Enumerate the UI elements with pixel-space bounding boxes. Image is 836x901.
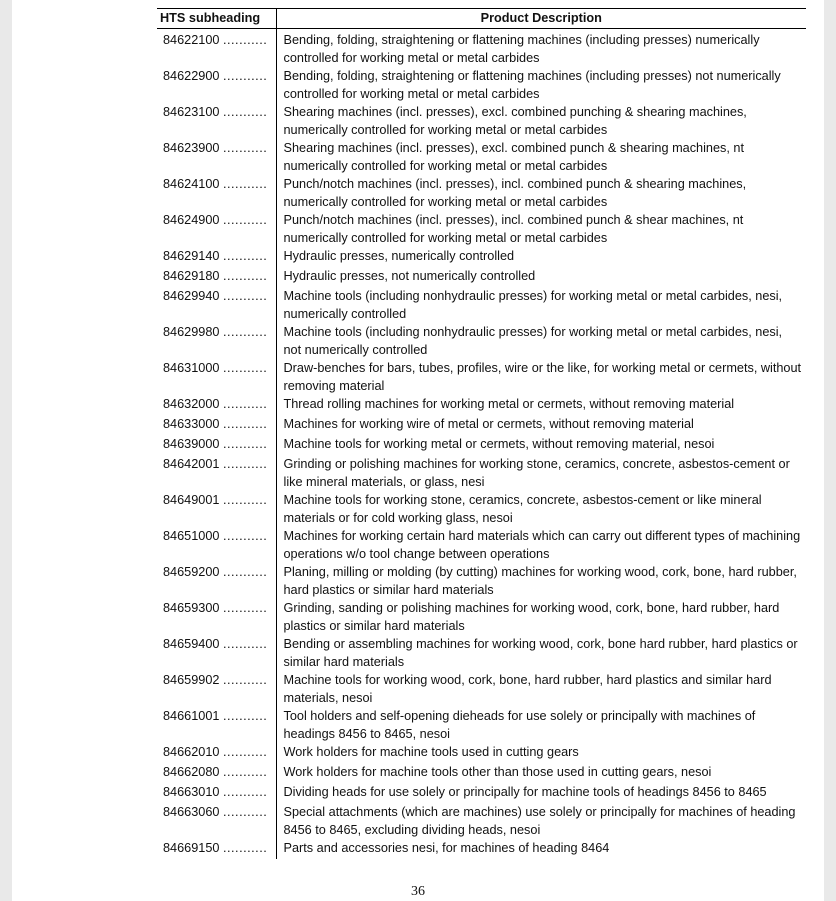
description-cell: Machines for working certain hard materials which can carry out different types of machining operations w/o tool change between operations — [283, 529, 801, 561]
dot-leader: ........... — [222, 289, 268, 303]
table-row — [157, 211, 806, 247]
hts-code-cell — [157, 323, 276, 359]
hts-code: 84624900 — [163, 213, 220, 227]
table-row — [157, 671, 806, 707]
hts-code: 84651000 — [163, 529, 220, 543]
hts-code: 84661001 — [163, 709, 220, 723]
header-hts-subheading: HTS subheading — [157, 9, 276, 29]
description-cell: Bending, folding, straightening or flattening machines (including presses) numerically controlled for working metal or metal carbides — [283, 33, 760, 65]
table-row — [157, 743, 806, 763]
dot-leader: ........... — [222, 745, 268, 759]
hts-code: 84629140 — [163, 249, 220, 263]
table-row — [157, 287, 806, 323]
description-cell: Work holders for machine tools other than those used in cutting gears, nesoi — [283, 765, 712, 779]
hts-code-cell — [157, 139, 276, 175]
hts-code-cell — [157, 671, 276, 707]
table-row — [157, 707, 806, 743]
dot-leader: ........... — [222, 417, 268, 431]
dot-leader: ........... — [222, 105, 268, 119]
description-cell: Grinding, sanding or polishing machines for working wood, cork, bone, hard rubber, hard plastics or similar hard materials — [283, 601, 780, 633]
hts-code: 84663010 — [163, 785, 220, 799]
table-row — [157, 763, 806, 783]
hts-code-cell — [157, 707, 276, 743]
hts-code-cell — [157, 491, 276, 527]
table-row — [157, 139, 806, 175]
table-row — [157, 527, 806, 563]
hts-code: 84659902 — [163, 673, 220, 687]
table-header — [157, 9, 806, 29]
dot-leader: ........... — [222, 529, 268, 543]
table-row — [157, 323, 806, 359]
table-row — [157, 599, 806, 635]
table-row — [157, 103, 806, 139]
hts-code-cell — [157, 29, 276, 68]
description-cell: Machine tools for working metal or cermets, without removing material, nesoi — [283, 437, 715, 451]
hts-code-cell — [157, 563, 276, 599]
dot-leader: ........... — [222, 69, 268, 83]
description-cell: Grinding or polishing machines for working stone, ceramics, concrete, asbestos-cement or like mineral materials, or glass, nesi — [283, 457, 790, 489]
table-row — [157, 803, 806, 839]
hts-code: 84624100 — [163, 177, 220, 191]
dot-leader: ........... — [222, 33, 268, 47]
dot-leader: ........... — [222, 637, 268, 651]
description-cell: Shearing machines (incl. presses), excl. combined punch & shearing machines, nt numerically controlled for working metal or metal carbides — [283, 141, 745, 173]
header-product-description: Product Description — [276, 9, 806, 29]
hts-code-cell — [157, 67, 276, 103]
hts-code: 84663060 — [163, 805, 220, 819]
hts-code: 84659300 — [163, 601, 220, 615]
table-row — [157, 359, 806, 395]
hts-code-cell — [157, 359, 276, 395]
dot-leader: ........... — [222, 457, 268, 471]
dot-leader: ........... — [222, 177, 268, 191]
description-cell: Dividing heads for use solely or principally for machine tools of headings 8456 to 8465 — [283, 785, 767, 799]
dot-leader: ........... — [222, 249, 268, 263]
table-body — [157, 29, 806, 860]
hts-code: 84622900 — [163, 69, 220, 83]
dot-leader: ........... — [222, 785, 268, 799]
hts-code-cell — [157, 287, 276, 323]
description-cell: Punch/notch machines (incl. presses), incl. combined punch & shearing machines, numerically controlled for working metal or metal carbides — [283, 177, 747, 209]
dot-leader: ........... — [222, 141, 268, 155]
hts-code-cell — [157, 175, 276, 211]
hts-code-cell — [157, 211, 276, 247]
table-row — [157, 635, 806, 671]
hts-code: 84629940 — [163, 289, 220, 303]
hts-code: 84642001 — [163, 457, 220, 471]
table-row — [157, 67, 806, 103]
description-cell: Draw-benches for bars, tubes, profiles, wire or the like, for working metal or cermets, without removing material — [283, 361, 802, 393]
table-row — [157, 395, 806, 415]
hts-code: 84632000 — [163, 397, 220, 411]
description-cell: Hydraulic presses, numerically controlled — [283, 249, 515, 263]
description-cell: Parts and accessories nesi, for machines of heading 8464 — [283, 841, 610, 855]
dot-leader: ........... — [222, 437, 268, 451]
page-number: 36 — [411, 884, 425, 899]
hts-table-container — [157, 8, 806, 859]
dot-leader: ........... — [222, 709, 268, 723]
hts-code: 84629180 — [163, 269, 220, 283]
hts-code: 84662080 — [163, 765, 220, 779]
description-cell: Shearing machines (incl. presses), excl. combined punching & shearing machines, numerically controlled for working metal or metal carbides — [283, 105, 747, 137]
description-cell: Special attachments (which are machines) use solely or principally for machines of heading 8456 to 8465, excluding dividing heads, nesoi — [283, 805, 796, 837]
hts-code-cell — [157, 527, 276, 563]
hts-code: 84623100 — [163, 105, 220, 119]
description-cell: Machine tools (including nonhydraulic presses) for working metal or metal carbides, nesi, not numerically controlled — [283, 325, 783, 357]
hts-code: 84623900 — [163, 141, 220, 155]
hts-code: 84649001 — [163, 493, 220, 507]
hts-code: 84662010 — [163, 745, 220, 759]
hts-code-cell — [157, 743, 276, 763]
description-cell: Machine tools for working wood, cork, bone, hard rubber, hard plastics and similar hard materials, nesoi — [283, 673, 772, 705]
dot-leader: ........... — [222, 601, 268, 615]
hts-code-cell — [157, 455, 276, 491]
dot-leader: ........... — [222, 565, 268, 579]
hts-code-cell — [157, 415, 276, 435]
hts-code: 84629980 — [163, 325, 220, 339]
dot-leader: ........... — [222, 493, 268, 507]
description-cell: Punch/notch machines (incl. presses), incl. combined punch & shear machines, nt numerically controlled for working metal or metal carbides — [283, 213, 744, 245]
description-cell: Planing, milling or molding (by cutting) machines for working wood, cork, bone, hard rubber, hard plastics or similar hard materials — [283, 565, 797, 597]
dot-leader: ........... — [222, 269, 268, 283]
table-row — [157, 247, 806, 267]
dot-leader: ........... — [222, 673, 268, 687]
hts-code-cell — [157, 783, 276, 803]
hts-code-cell — [157, 803, 276, 839]
table-row — [157, 29, 806, 68]
description-cell: Hydraulic presses, not numerically controlled — [283, 269, 536, 283]
table-row — [157, 435, 806, 455]
hts-code: 84659400 — [163, 637, 220, 651]
hts-code-cell — [157, 247, 276, 267]
hts-code: 84631000 — [163, 361, 220, 375]
hts-code-cell — [157, 839, 276, 859]
hts-code-cell — [157, 435, 276, 455]
description-cell: Machine tools (including nonhydraulic presses) for working metal or metal carbides, nesi, numerically controlled — [283, 289, 783, 321]
header-row — [157, 9, 806, 29]
description-cell: Work holders for machine tools used in cutting gears — [283, 745, 579, 759]
hts-code-cell — [157, 599, 276, 635]
table-row — [157, 839, 806, 859]
table-row — [157, 783, 806, 803]
table-row — [157, 267, 806, 287]
dot-leader: ........... — [222, 765, 268, 779]
hts-code: 84639000 — [163, 437, 220, 451]
table-row — [157, 491, 806, 527]
hts-code: 84633000 — [163, 417, 220, 431]
description-cell: Machine tools for working stone, ceramics, concrete, asbestos-cement or like mineral materials or for cold working glass, nesoi — [283, 493, 762, 525]
dot-leader: ........... — [222, 805, 268, 819]
table-row — [157, 415, 806, 435]
dot-leader: ........... — [222, 841, 268, 855]
table-row — [157, 175, 806, 211]
hts-code: 84659200 — [163, 565, 220, 579]
description-cell: Tool holders and self-opening dieheads for use solely or principally with machines of headings 8456 to 8465, nesoi — [283, 709, 756, 741]
table-row — [157, 563, 806, 599]
hts-code: 84669150 — [163, 841, 220, 855]
description-cell: Thread rolling machines for working metal or cermets, without removing material — [283, 397, 735, 411]
hts-code: 84622100 — [163, 33, 220, 47]
hts-code-cell — [157, 763, 276, 783]
description-cell: Bending, folding, straightening or flattening machines (including presses) not numerically controlled for working metal or metal carbides — [283, 69, 781, 101]
hts-code-cell — [157, 267, 276, 287]
document-page — [12, 0, 824, 901]
dot-leader: ........... — [222, 213, 268, 227]
hts-code-cell — [157, 103, 276, 139]
hts-code-cell — [157, 395, 276, 415]
table-row — [157, 455, 806, 491]
dot-leader: ........... — [222, 325, 268, 339]
description-cell: Bending or assembling machines for working wood, cork, bone hard rubber, hard plastics or similar hard materials — [283, 637, 798, 669]
dot-leader: ........... — [222, 361, 268, 375]
hts-code-cell — [157, 635, 276, 671]
dot-leader: ........... — [222, 397, 268, 411]
hts-table — [157, 8, 806, 859]
description-cell: Machines for working wire of metal or cermets, without removing material — [283, 417, 694, 431]
